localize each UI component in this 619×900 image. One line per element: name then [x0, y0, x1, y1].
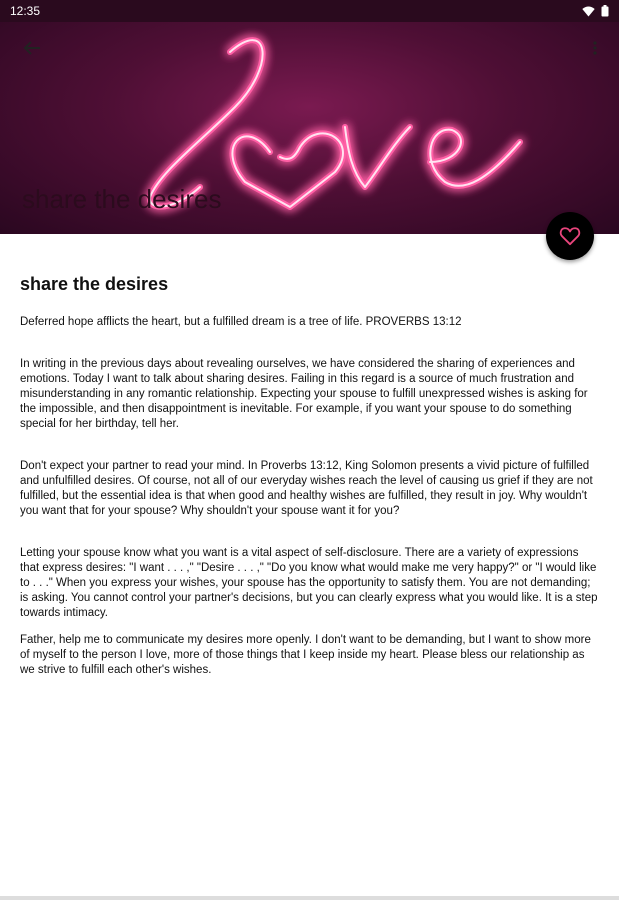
- battery-icon: [601, 5, 609, 17]
- article-paragraph: Letting your spouse know what you want is a vital aspect of self-disclosure. There are a variety of expressions that express desires: "I want . . . ," "Desire . . . ," "Do you know what would make me very happy?" or "I would like to . . ." When you express your wishes, your spouse has the opportunity to satisfy them. You are not demanding; is asking. You cannot control your partner's decisions, but you can clearly express what you would like. It is a step towards intimacy.: [20, 547, 598, 619]
- wifi-icon: [582, 6, 595, 17]
- article-title: share the desires: [20, 274, 169, 294]
- heart-outline-icon: [559, 226, 581, 246]
- status-time: 12:35: [10, 4, 41, 18]
- overflow-menu-button[interactable]: [587, 36, 603, 60]
- article-paragraph: Deferred hope afflicts the heart, but a fulfilled dream is a tree of life. PROVERBS 13:12: [20, 316, 462, 328]
- article-paragraph: In writing in the previous days about revealing ourselves, we have considered the sharing of experiences and emotions. Today I want to talk about sharing desires. Failing in this regard is a source of much frustration and misunderstanding in any romantic relationship. Expecting your spouse to fulfill unexpressed wishes is asking for the impossible, and then disappointment is inevitable. For example, if you want your spouse to do something special for her birthday, tell her.: [20, 358, 588, 430]
- status-bar: [0, 0, 619, 22]
- article-paragraph: Don't expect your partner to read your mind. In Proverbs 13:12, King Solomon presents a vivid picture of fulfilled and unfulfilled desires. Of course, not all of our everyday wishes reach the level of causing us grief if they are not fulfilled, but the essential idea is that when good and healthy wishes are fulfilled, they result in joy. Why wouldn't you want that for your spouse? Why shouldn't your spouse want it for you?: [20, 460, 593, 517]
- bottom-divider: [0, 896, 619, 900]
- back-button[interactable]: [18, 36, 46, 60]
- arrow-back-icon: [23, 40, 41, 56]
- status-icons: [582, 5, 609, 17]
- more-vert-icon: [593, 41, 597, 55]
- article-paragraph: Father, help me to communicate my desires more openly. I don't want to be demanding, but I want to show more of myself to the person I love, more of those things that I keep inside my heart. Please bless our relationship as we strive to fulfill each other's wishes.: [20, 634, 591, 676]
- header-title: share the desires: [22, 184, 222, 214]
- favorite-button[interactable]: [546, 212, 594, 260]
- article-content: [0, 234, 619, 900]
- header-image: [0, 22, 619, 234]
